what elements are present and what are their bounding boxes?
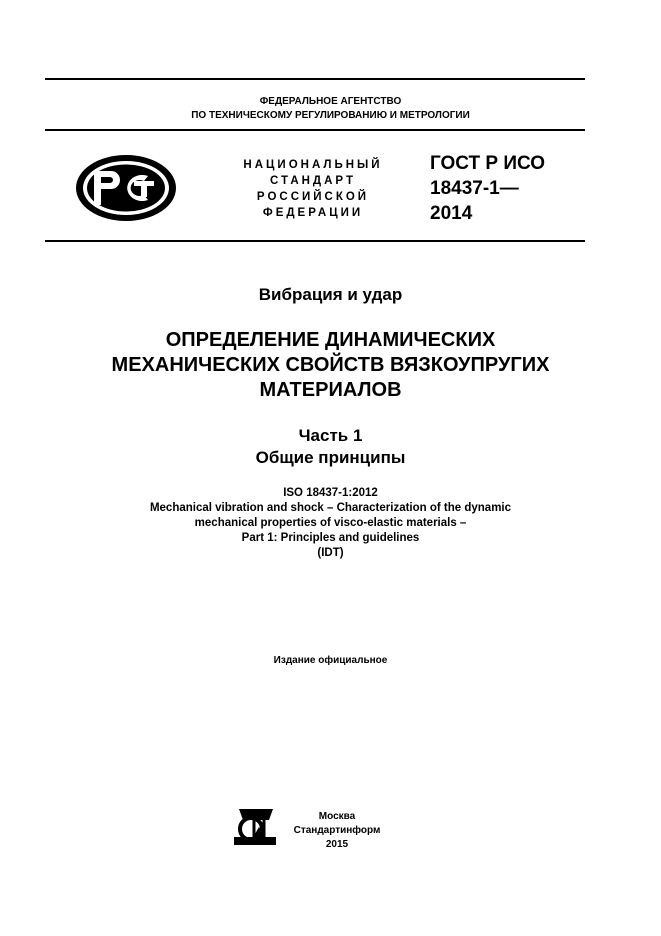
edition-label: Издание официальное [273,655,388,666]
agency-name [0,95,661,123]
national-standard-line-3: РОССИЙСКОЙ [256,191,370,203]
standartinform-logo-icon [233,808,277,846]
iso-line-3: Part 1: Principles and guidelines [241,532,420,544]
rst-certification-mark-icon [74,153,178,223]
iso-reference [0,486,661,561]
national-standard-line-4: ФЕДЕРАЦИИ [262,207,364,219]
designation-line-2: 18437-1— [430,178,519,199]
standard-designation [430,151,545,226]
bottom-header-rule [45,240,585,242]
top-rule [45,78,585,80]
title-line-3: МАТЕРИАЛОВ [259,379,402,401]
national-standard-line-1: НАЦИОНАЛЬНЫЙ [243,159,383,171]
publisher-name: Стандартинформ [293,825,381,836]
publisher-city: Москва [318,811,356,822]
designation-line-3: 2014 [430,203,473,224]
iso-line-4: (IDT) [317,547,344,559]
agency-line-2: ПО ТЕХНИЧЕСКОМУ РЕГУЛИРОВАНИЮ И МЕТРОЛОГИИ [191,110,470,121]
part-number: Часть 1 [298,426,363,445]
publisher-info [282,810,392,852]
agency-line-1: ФЕДЕРАЛЬНОЕ АГЕНТСТВО [259,96,402,107]
iso-line-2: mechanical properties of visco-elastic materials – [194,517,467,529]
iso-line-1: Mechanical vibration and shock – Characterization of the dynamic [149,502,512,514]
iso-ref: ISO 18437-1:2012 [283,487,378,499]
subject-heading: Вибрация и удар [258,285,403,304]
national-standard-line-2: СТАНДАРТ [270,175,356,187]
document-title [0,328,661,403]
national-standard-label [228,157,398,221]
designation-line-1: ГОСТ Р ИСО [430,153,546,174]
title-line-2: МЕХАНИЧЕСКИХ СВОЙСТВ ВЯЗКОУПРУГИХ [111,354,550,376]
title-line-1: ОПРЕДЕЛЕНИЕ ДИНАМИЧЕСКИХ [165,329,496,351]
header-rule [45,129,585,131]
publisher-year: 2015 [325,839,349,850]
part-heading [0,425,661,469]
part-name: Общие принципы [255,448,406,467]
